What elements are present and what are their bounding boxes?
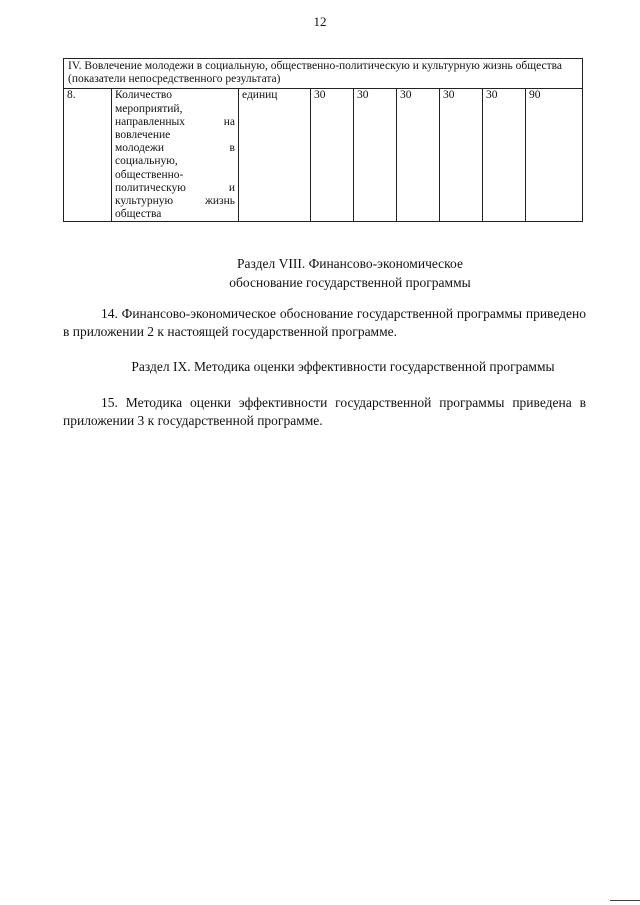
paragraph-14-text: 14. Финансово-экономическое обоснование государственной программы приведено в приложении 2 к настоящей государственной программе.	[63, 306, 586, 339]
page-number: 12	[313, 14, 327, 29]
paragraph-15-text: 15. Методика оценки эффективности государственной программы приведена в приложении 3 к государственной программе.	[63, 395, 586, 428]
value-cell: 30	[397, 89, 440, 222]
table-row	[64, 89, 583, 222]
section-title-cell: IV. Вовлечение молодежи в социальную, общественно-политическую и культурную жизнь общества (показатели непосредственного результата)	[64, 59, 583, 89]
value-cell: 30	[440, 89, 483, 222]
section-header-row	[64, 59, 583, 89]
indicators-table	[63, 58, 583, 222]
row-number: 8.	[64, 89, 112, 222]
description-line: социальную,	[115, 155, 178, 168]
row-unit: единиц	[239, 89, 311, 222]
description-line: общественно-	[115, 168, 184, 181]
value-cell: 30	[311, 89, 354, 222]
description-line: политическую и	[115, 181, 235, 194]
value-cell: 90	[526, 89, 583, 222]
value-cell: 30	[483, 89, 526, 222]
description-line: Количество	[115, 89, 172, 102]
value-cell: 30	[354, 89, 397, 222]
description-line: общества	[115, 208, 162, 221]
description-line: вовлечение	[115, 129, 171, 142]
corner-mark	[610, 900, 640, 901]
section-8-heading	[60, 254, 640, 292]
description-line: молодежи в	[115, 142, 235, 155]
description-line: направленных на	[115, 115, 235, 128]
section-8-title-line-1: Раздел VIII. Финансово-экономическое	[237, 256, 463, 271]
section-9-heading: Раздел IX. Методика оценки эффективности государственной программы	[131, 359, 555, 374]
paragraph-14	[63, 305, 586, 340]
description-line: мероприятий,	[115, 102, 183, 115]
section-8-title-line-2: обоснование государственной программы	[229, 275, 471, 290]
description-line: культурную жизнь	[115, 195, 235, 208]
row-description	[112, 89, 239, 222]
paragraph-15	[63, 394, 586, 429]
